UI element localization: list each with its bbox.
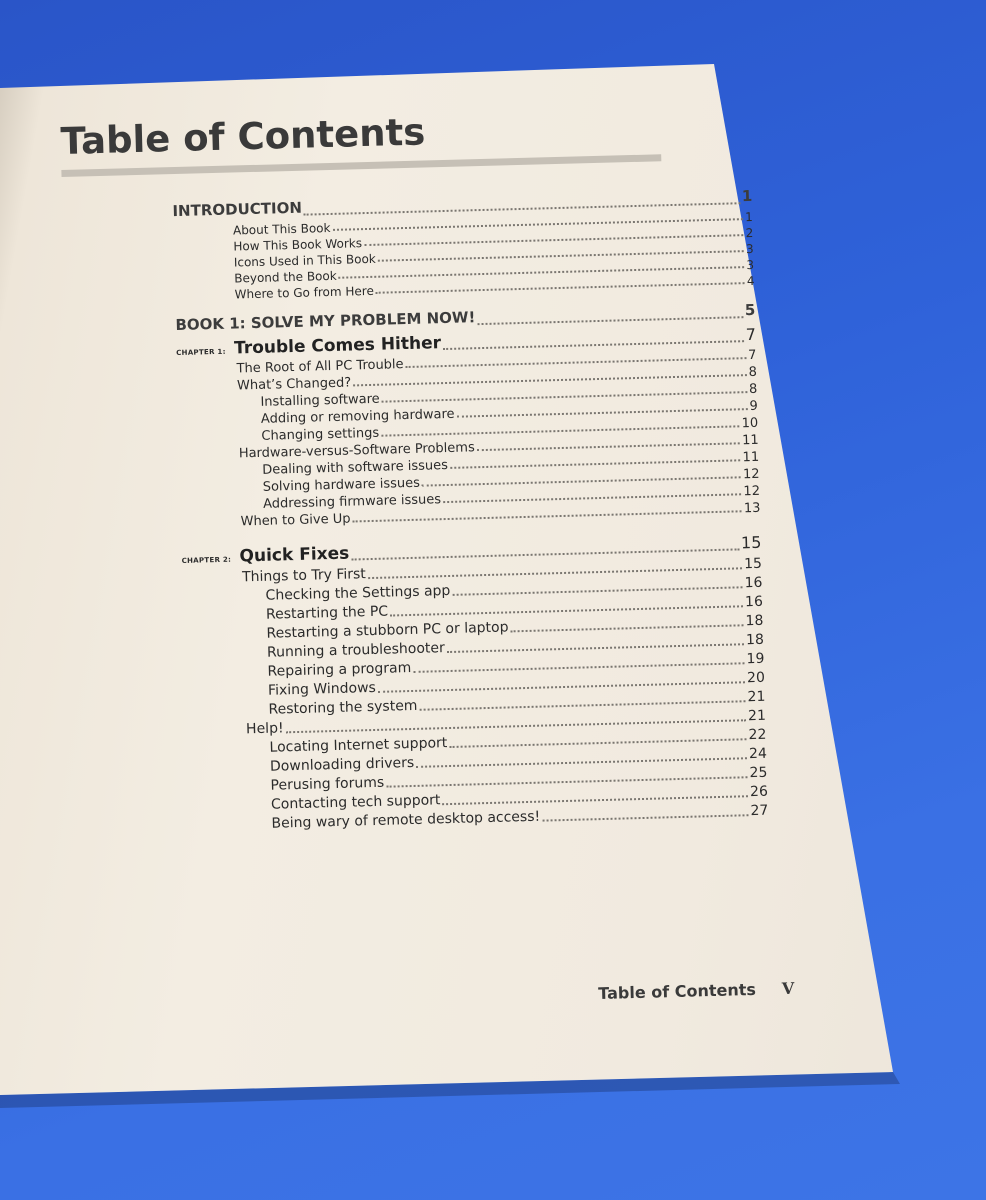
toc-entry-label: How This Book Works bbox=[233, 236, 363, 254]
toc-page-number: 22 bbox=[748, 726, 767, 744]
toc-page-number: 11 bbox=[742, 449, 760, 466]
toc-section-label: INTRODUCTION bbox=[172, 198, 303, 221]
chapter-2-block bbox=[71, 531, 768, 839]
toc-entry-label: Icons Used in This Book bbox=[233, 251, 376, 270]
toc-page-number: 3 bbox=[746, 257, 755, 273]
toc-page-number: 13 bbox=[743, 500, 761, 517]
toc-entry-label: Help! bbox=[245, 720, 284, 738]
toc-entry-label: Being wary of remote desktop access! bbox=[271, 808, 541, 832]
toc-entry-label: Dealing with software issues bbox=[262, 457, 449, 478]
toc-page-number: 21 bbox=[747, 707, 767, 725]
toc-entry-label: The Root of All PC Trouble bbox=[236, 357, 404, 377]
toc-page-number: 9 bbox=[749, 398, 758, 415]
toc-entry-label: Repairing a program bbox=[267, 659, 412, 680]
toc-entry-label: Running a troubleshooter bbox=[266, 640, 445, 661]
toc-page-number: 2 bbox=[745, 225, 754, 241]
toc-entry-label: What’s Changed? bbox=[236, 375, 352, 394]
toc-entry-label: Installing software bbox=[260, 391, 380, 410]
toc-entry-label: Checking the Settings app bbox=[265, 582, 451, 604]
toc-page-number: 21 bbox=[747, 688, 766, 706]
toc-page-number: 10 bbox=[741, 415, 759, 432]
toc-entry-label: Downloading drivers bbox=[269, 754, 415, 775]
toc-entry-label: Addressing firmware issues bbox=[262, 492, 442, 512]
toc-entry-label: Contacting tech support bbox=[270, 792, 441, 813]
toc-list bbox=[62, 183, 768, 839]
toc-entry-label: Beyond the Book bbox=[234, 268, 337, 286]
toc-entry-label: Changing settings bbox=[261, 425, 380, 444]
chapter-title: Trouble Comes Hither bbox=[233, 333, 442, 359]
toc-page-number: 12 bbox=[743, 483, 761, 500]
toc-page-number: 15 bbox=[743, 555, 763, 573]
toc-entry-label: Restarting the PC bbox=[265, 603, 389, 623]
toc-content bbox=[60, 100, 769, 839]
toc-entry-label: Restarting a stubborn PC or laptop bbox=[266, 619, 509, 642]
toc-page-number: 16 bbox=[744, 593, 764, 611]
toc-page-number: 15 bbox=[740, 532, 762, 553]
toc-page-number: 7 bbox=[747, 347, 757, 364]
toc-entry-label: About This Book bbox=[232, 220, 331, 238]
toc-entry-label: Restoring the system bbox=[268, 697, 418, 718]
toc-entry-label: Locating Internet support bbox=[269, 735, 448, 756]
chapter-tag: CHAPTER 2: bbox=[181, 555, 232, 565]
dot-leader bbox=[542, 814, 748, 821]
dot-leader bbox=[511, 624, 744, 632]
toc-entry-label: Perusing forums bbox=[270, 774, 385, 794]
toc-page-number: 16 bbox=[744, 574, 763, 592]
toc-page-number: 19 bbox=[746, 650, 765, 668]
chapter-title: Quick Fixes bbox=[239, 543, 350, 567]
toc-page-number: 7 bbox=[745, 324, 757, 345]
footer-label: Table of Contents bbox=[598, 979, 757, 1003]
toc-section-label: BOOK 1: SOLVE MY PROBLEM NOW! bbox=[175, 308, 476, 335]
toc-page-number: 1 bbox=[741, 186, 753, 206]
toc-page-number: 18 bbox=[745, 631, 765, 649]
page-title: Table of Contents bbox=[60, 102, 661, 177]
toc-entry-label: When to Give Up bbox=[240, 511, 351, 530]
footer-page-number: V bbox=[781, 978, 795, 999]
toc-entry-label: Fixing Windows bbox=[267, 679, 377, 699]
toc-page-number: 25 bbox=[749, 764, 768, 782]
toc-page-number: 20 bbox=[746, 669, 766, 687]
toc-entry-label: Hardware-versus-Software Problems bbox=[238, 440, 475, 462]
toc-entry-label: Where to Go from Here bbox=[234, 283, 375, 302]
toc-page-number: 26 bbox=[749, 783, 769, 801]
toc-page-number: 4 bbox=[746, 273, 755, 289]
toc-page-number: 3 bbox=[745, 241, 754, 257]
chapter-2-entries bbox=[72, 555, 769, 839]
toc-page-number: 8 bbox=[748, 364, 758, 381]
toc-page-number: 1 bbox=[745, 209, 754, 225]
toc-entry-label: Adding or removing hardware bbox=[260, 406, 455, 427]
toc-page-number: 27 bbox=[750, 802, 769, 820]
chapter-1-entries bbox=[66, 347, 760, 535]
toc-entry-label: Things to Try First bbox=[241, 566, 367, 586]
chapter-tag: CHAPTER 1: bbox=[176, 347, 226, 358]
toc-page-number: 8 bbox=[748, 381, 758, 398]
toc-page-number: 11 bbox=[741, 432, 759, 449]
toc-page-number: 24 bbox=[748, 745, 768, 763]
toc-entry-label: Solving hardware issues bbox=[262, 475, 421, 495]
toc-page-number: 12 bbox=[742, 466, 760, 483]
toc-page-number: 18 bbox=[745, 612, 764, 630]
toc-page-number: 5 bbox=[744, 300, 756, 320]
